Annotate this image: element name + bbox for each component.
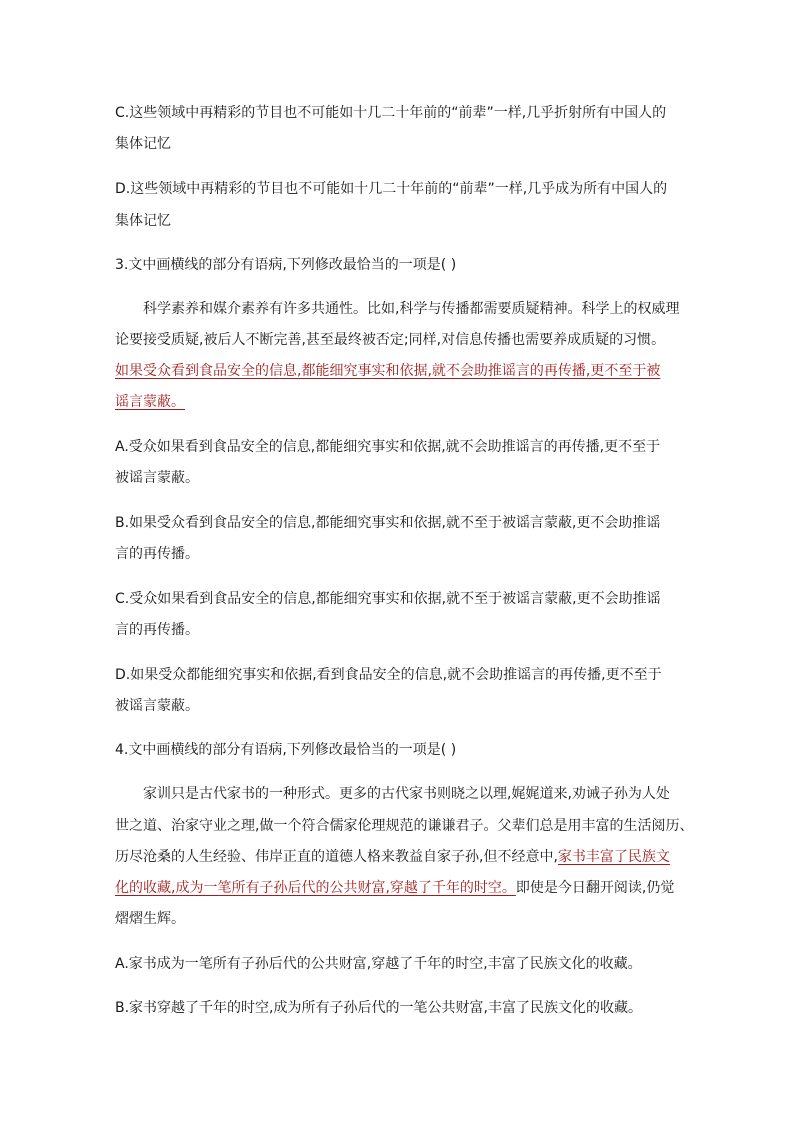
q4-passage-line <box>115 848 670 866</box>
option-d-text: D.这些领域中再精彩的节目也不可能如十几二十年前的“前辈”一样,几乎成为所有中国人的 <box>115 181 668 197</box>
q4-option-a: A.家书成为一笔所有子孙后代的公共财富,穿越了千年的时空,丰富了民族文化的收藏。 <box>115 956 642 972</box>
q4-passage-text: 即使是今日翻开阅读,仍觉 <box>515 880 675 896</box>
q3-option-c-cont: 言的再传播。 <box>115 622 199 638</box>
q3-underlined-sentence-cont: 谣言蒙蔽。 <box>115 394 185 410</box>
q3-passage-line: 科学素养和媒介素养有许多共通性。比如,科学与传播都需要质疑精神。科学上的权威理 <box>143 301 680 317</box>
option-d-text-cont: 集体记忆 <box>115 213 171 229</box>
q3-option-a: A.受众如果看到食品安全的信息,都能细究事实和依据,就不会助推谣言的再传播,更不至于 <box>115 439 661 455</box>
q3-option-d-cont: 被谣言蒙蔽。 <box>115 698 199 714</box>
question-3-stem: 3.文中画横线的部分有语病,下列修改最恰当的一项是( ) <box>115 257 457 273</box>
q4-option-b: B.家书穿越了千年的时空,成为所有子孙后代的一笔公共财富,丰富了民族文化的收藏。 <box>115 1000 642 1016</box>
q3-option-c: C.受众如果看到食品安全的信息,都能细究事实和依据,就不至于被谣言蒙蔽,更不会助推谣 <box>115 591 661 607</box>
option-c-text-cont: 集体记忆 <box>115 136 171 152</box>
q4-passage-line: 熠熠生辉。 <box>115 911 185 927</box>
q3-option-b: B.如果受众看到食品安全的信息,都能细究事实和依据,就不至于被谣言蒙蔽,更不会助推谣 <box>115 515 661 531</box>
q4-passage-line: 世之道、治家守业之理,做一个符合儒家伦理规范的谦谦君子。父辈们总是用丰富的生活阅历、 <box>115 818 694 834</box>
q4-passage-line <box>115 879 674 897</box>
q3-underlined-sentence: 如果受众看到食品安全的信息,都能细究事实和依据,就不会助推谣言的再传播,更不至于被 <box>115 363 661 379</box>
q3-option-d: D.如果受众都能细究事实和依据,看到食品安全的信息,就不会助推谣言的再传播,更不至于 <box>115 667 662 683</box>
q3-option-a-cont: 被谣言蒙蔽。 <box>115 470 199 486</box>
q4-underlined-sentence: 家书丰富了民族文 <box>557 849 670 865</box>
q3-passage-line: 论要接受质疑,被后人不断完善,甚至最终被否定;同样,对信息传播也需要养成质疑的习惯。 <box>115 332 666 348</box>
q3-option-b-cont: 言的再传播。 <box>115 546 199 562</box>
q4-passage-text: 历尽沧桑的人生经验、伟岸正直的道德人格来教益自家子孙,但不经意中, <box>115 849 558 865</box>
option-c-text: C.这些领域中再精彩的节目也不可能如十几二十年前的“前辈”一样,几乎折射所有中国人的 <box>115 105 667 121</box>
q4-underlined-sentence-cont: 化的收藏,成为一笔所有子孙后代的公共财富,穿越了千年的时空。 <box>115 880 516 896</box>
q4-passage-line: 家训只是古代家书的一种形式。更多的古代家书则晓之以理,娓娓道来,劝诫子孙为人处 <box>143 786 670 802</box>
question-4-stem: 4.文中画横线的部分有语病,下列修改最恰当的一项是( ) <box>115 742 457 758</box>
